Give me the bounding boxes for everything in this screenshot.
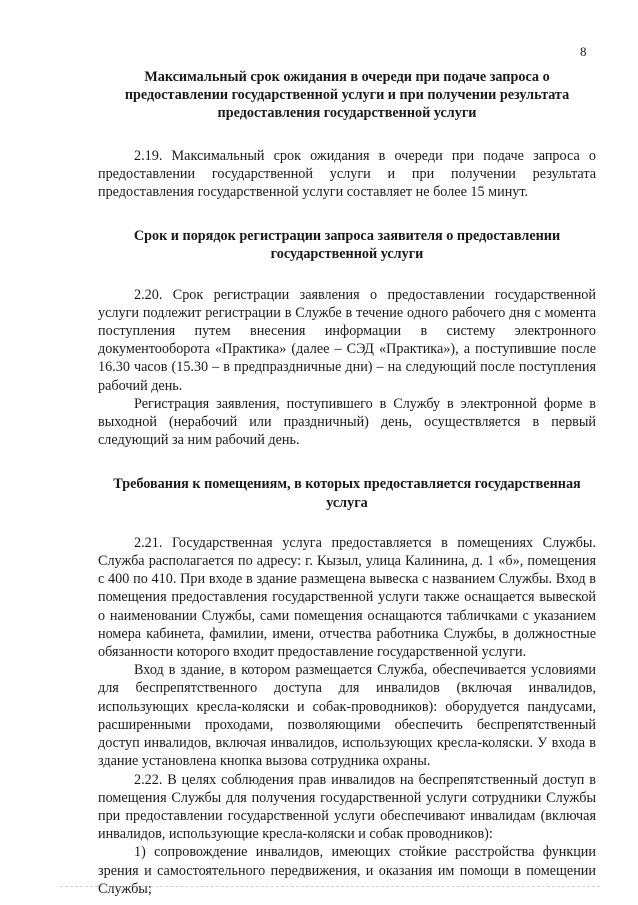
paragraph-2-21: 2.21. Государственная услуга предоставляется в помещениях Службы. Служба располагается по адресу: г. Кызыл, улица Калинина, д. 1 «б», помещения с 400 по 410. При входе в здание размещена вывеска с названием Службы. Вход в помещения предоставления государственной услуги также оснащается вывеской о наименовании Службы, сами помещения оснащаются табличками с указанием номера кабинета, фамилии, имени, отчества работника Службы, в должностные обязанности которого входит предоставление государственной услуги. xyxy=(98,534,596,661)
paragraph-2-20: 2.20. Срок регистрации заявления о предоставлении государственной услуги подлежит регистрации в Службе в течение одного рабочего дня с момента поступления путем внесения информации в систему электронного документооборота «Практика» (далее – СЭД «Практика»), а поступившие после 16.30 часов (15.30 – в предпраздничные дни) – на следующий после поступления рабочий день. xyxy=(98,286,596,394)
section-heading-registration: Срок и порядок регистрации запроса заявителя о предоставлении государственной услуги xyxy=(133,228,561,263)
list-item-1: 1) сопровождение инвалидов, имеющих стойкие расстройства функции зрения и самостоятельного передвижения, и оказания им помощи в помещении Службы; xyxy=(98,844,596,897)
footer-divider xyxy=(60,886,600,887)
paragraph-building-access: Вход в здание, в котором размещается Служба, обеспечивается условиями для беспрепятственного доступа для инвалидов (включая инвалидов, использующих кресла-коляски и собак-проводников): оборудуется пандусами, расширенными проходами, позволяющими обеспечить беспрепятственный доступ инвалидов, включая инвалидов, использующих кресла-коляски. У входа в здание установлена кнопка вызова сотрудника охраны. xyxy=(98,662,596,770)
paragraph-electronic-registration: Регистрация заявления, поступившего в Службу в электронной форме в выходной (нерабочий или праздничный) день, осуществляется в первый следующий за ним рабочий день. xyxy=(98,395,596,449)
page-number: 8 xyxy=(580,44,587,59)
paragraph-2-19: 2.19. Максимальный срок ожидания в очереди при подаче запроса о предоставлении государственной услуги и при получении результата предоставления государственной услуги составляет не более 15 минут. xyxy=(98,147,596,201)
paragraph-2-22: 2.22. В целях соблюдения прав инвалидов на беспрепятственный доступ в помещения Службы для получения государственной услуги сотрудники Службы при предоставлении государственной услуги обеспечивают инвалидам (включая инвалидов, использующие кресла-коляски и собак проводников): xyxy=(98,771,596,843)
document-body xyxy=(98,68,596,898)
section-heading-premises: Требования к помещениям, в которых предоставляется государственная услуга xyxy=(113,476,581,511)
section-heading-waiting-time: Максимальный срок ожидания в очереди при подаче запроса о предоставлении государственной услуги и при получении результата предоставления государственной услуги xyxy=(124,69,570,122)
